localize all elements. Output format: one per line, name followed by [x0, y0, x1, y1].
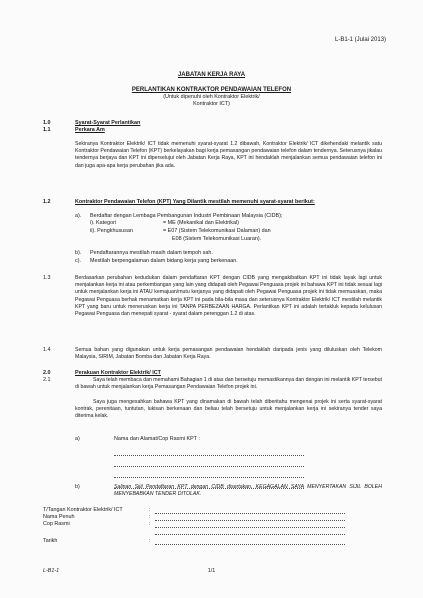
section-1-2-number: 1.2 [43, 199, 51, 205]
signature-label: T/Tangan Kontraktor Elektrik/ ICT [43, 507, 123, 513]
form-title: PERLANTIKAN KONTRAKTOR PENDAWAIAN TELEFON [131, 87, 292, 93]
section-2-1-text-1: Saya telah membaca dan memahami Bahagian 1 di atas dan bersetuju memastikannya dan dengan ini melantik KPT tersebut di bawah untuk menjalankan kerja Pemasangan Pendawaian Telefon projek ini. [75, 377, 382, 391]
section-1-title: Syarat-Syarat Perlantikan [75, 120, 141, 126]
date-label: Tarikh [43, 538, 58, 544]
section-1-2-title: Kontraktor Pendawaian Telefon (KPT) Yang Dilantik mestilah memenuhi syarat-syarat berikut: [75, 199, 315, 205]
full-name-field[interactable] [155, 520, 345, 521]
section-2-1-number: 2.1 [43, 377, 51, 383]
decl-b-text: Salinan Sijil Pendaftaran KPT dengan CIDB disertakan. KEGAGALAN SAYA MENYERTAKAN SIJIL BOLEH MENYEBABKAN TENDER DITOLAK. [114, 484, 382, 498]
req-c-text: Mestilah berpengalaman dalam bidang kerja yang berkenaan. [90, 258, 238, 264]
section-1-3-text: Berdasarkan perubahan kedudukan dalam pendaftaran KPT dengan CIDB yang mengakibatkan KPT ini tidak layak lagi untuk menjalankan kerja ini atau perkembangan yang lain yang didapati oleh Pegawai Penguasa projek ini bahawa KPT ini tidak sesuai lagi untuk menjalankan kerja ini ATAU kemajuan/mutu kerjanya yang didapati oleh Pegawai Penguasa projek ini tidak memuaskan, maka Pegawai Penguasa berhak menamatkan kerja KPT ini pada bila-bila masa dan seterusnya Kontraktor Elektrik/ ICT mestilah melantik KPT yang baru untuk meneruskan kerja ini TANPA PERBEZAAN HARGA. Perlantikan KPT ini adalah tertakluk kepada kelulusan Pegawai Penguasa dan menepati syarat - syarat dalam perenggan 1.2 di atas. [75, 275, 382, 318]
official-stamp-field[interactable] [155, 527, 345, 528]
section-1-3-number: 1.3 [43, 275, 51, 281]
decl-a-text: Nama dan Alamat/Cop Rasmi KPT : [114, 436, 200, 442]
kpt-address-line-2[interactable] [114, 466, 304, 467]
signature-field[interactable] [155, 513, 345, 514]
section-1-1-text: Sekiranya Kontraktor Elektrik/ ICT tidak memenuhi syarat-syarat 1.2 dibawah, Kontraktor Elektrik/ ICT dikehendaki melantik satu Kontraktor Pendawaian Telefon (KPT) berkelayakan bagi kerja pemasangan pendawaian telefon dalam tendernya. Seterusnya jikalau tendernya berjaya dan KPT ini diperselujui oleh Jabatan Kerja Raya, KPT ini hendaklah menjalankan semua pendawaian telefon ini dan juga apa-apa kerja perubahan jika ada. [75, 141, 382, 169]
kpt-address-line-1[interactable] [114, 455, 304, 456]
section-1-4-number: 1.4 [43, 347, 51, 353]
footer-page-number: 1/1 [207, 568, 216, 574]
req-a-ii-label: ii). Pengkhususan [90, 228, 133, 234]
req-a-i-value: = ME (Mekanikal dan Elektrikal) [163, 220, 239, 226]
req-b-label: b). [75, 250, 82, 256]
document-code: L-B1-1 (Julai 2013) [335, 37, 387, 43]
date-colon: : [149, 538, 151, 544]
section-2-title: Perakuan Kontraktor Elektrik/ ICT [75, 370, 161, 376]
req-a-ii-value-2: E08 (Sistem Telekomunikasi Luaran). [172, 236, 262, 242]
official-stamp-field-2[interactable] [155, 534, 345, 535]
section-2-1-text-2: Saya juga mengesahkan bahawa KPT yang dinamakan di bawah telah diberitahu mengenai projek ini serta syarat-syarat kontrak, perenitaan, tuntutan, lukisan berkenaan dan beliau telah bersetuju untuk menjalankan kerja ini sekiranya tender saya diterima kelak. [75, 399, 382, 420]
section-1-1-number: 1.1 [43, 127, 51, 133]
full-name-label: Nama Penuh [43, 514, 75, 520]
req-a-label: a). [75, 213, 82, 219]
req-a-ii-value-1: = E07 (Sistem Telekomunikasi Dalaman) dan [163, 228, 271, 234]
footer-code: L-B1-1 [43, 568, 60, 574]
section-1-number: 1.0 [43, 120, 51, 126]
official-stamp-colon: : [149, 521, 151, 527]
req-a-text: Berdaftar dengan Lembaga Pembangunan Industri Pembinaan Malaysia (CIDB); [90, 213, 283, 219]
section-2-number: 2.0 [43, 370, 51, 376]
req-c-label: c). [75, 258, 81, 264]
form-subtitle-2: Kontraktor ICT) [193, 101, 230, 107]
department-title: JABATAN KERJA RAYA [177, 72, 246, 78]
full-name-colon: : [149, 514, 151, 520]
form-subtitle-1: (Untuk dipenuhi oleh Kontraktor Elektrik/ [163, 94, 260, 100]
decl-a-label: a) [75, 436, 80, 442]
section-1-1-title: Perkara Am [75, 127, 105, 133]
req-b-text: Pendaftarannya mestilah masih dalam tempoh sah. [90, 250, 213, 256]
section-1-4-text: Semua bahan yang digunakan untuk kerja pemasangan pendawaian hendaklah daripada jenis yang diluluskan oleh Telekom Malaysia, SIRIM, Jabatan Bomba dan Jabatan Kerja Raya. [75, 347, 382, 361]
kpt-address-line-3[interactable] [114, 477, 304, 478]
date-field[interactable] [155, 544, 345, 545]
signature-colon: : [149, 507, 151, 513]
decl-b-label: b) [75, 484, 80, 490]
official-stamp-label: Cop Rasmi [43, 521, 70, 527]
req-a-i-label: i). Kategori [90, 220, 117, 226]
